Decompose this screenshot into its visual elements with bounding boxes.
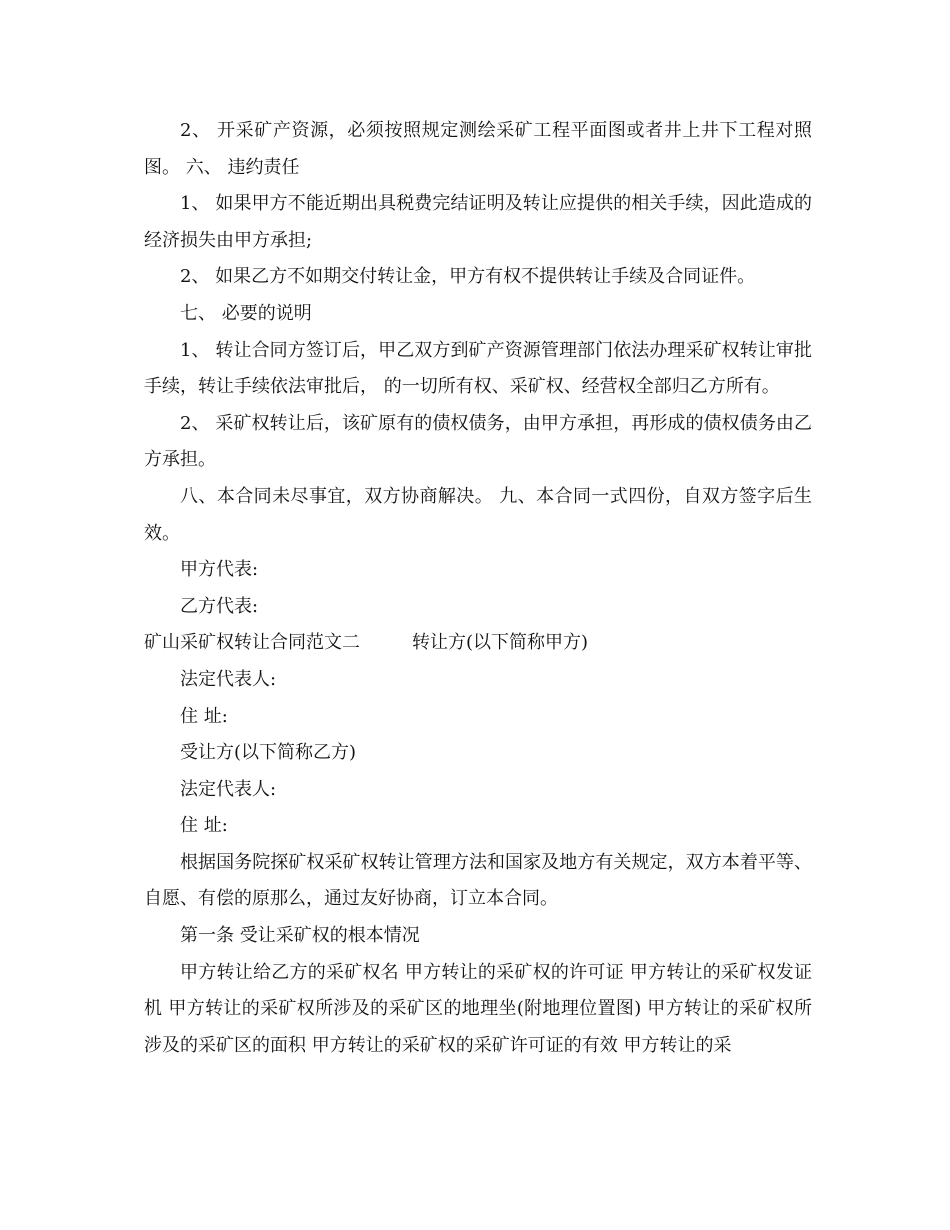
article-1-heading: 第一条 受让采矿权的根本情况 — [180, 925, 420, 947]
transferee-legal-rep: 法定代表人: — [180, 778, 277, 800]
transferor-address: 住 址: — [180, 705, 228, 727]
contract-title: 矿山采矿权转让合同范文二 — [144, 632, 360, 654]
paragraph-notes-1: 1、 转让合同方签订后，甲乙双方到矿产资源管理部门依法办理采矿权转让审批手续，转让手续依法审批后， 的一切所有权、采矿权、经营权全部归乙方所有。 — [144, 339, 812, 398]
transferor-label: 转让方(以下简称甲方) — [412, 632, 589, 654]
transferee-address: 住 址: — [180, 815, 228, 837]
paragraph-notes-2: 2、 采矿权转让后，该矿原有的债权债务，由甲方承担，再形成的债权债务由乙方承担。 — [144, 412, 812, 471]
transferor-legal-rep: 法定代表人: — [180, 668, 277, 690]
transferee-label: 受让方(以下简称乙方) — [180, 742, 357, 764]
paragraph-breach-1: 1、 如果甲方不能近期出具税费完结证明及转让应提供的相关手续，因此造成的经济损失由甲方承担; — [144, 193, 812, 251]
document-body — [144, 113, 812, 1064]
party-b-representative: 乙方代表: — [180, 595, 259, 617]
article-1-body: 甲方转让给乙方的采矿权名 甲方转让的采矿权的许可证 甲方转让的采矿权发证机 甲方转让的采矿权所涉及的采矿区的地理坐(附地理位置图) 甲方转让的采矿权所涉及的采矿区的面积 甲方转让的采矿权的采矿许可证的有效 甲方转让的采 — [144, 961, 812, 1056]
paragraph-preamble: 根据国务院探矿权采矿权转让管理方法和国家及地方有关规定，双方本着平等、自愿、有偿的原那么，通过友好协商，订立本合同。 — [144, 851, 812, 910]
paragraph-survey: 2、 开采矿产资源，必须按照规定测绘采矿工程平面图或者井上井下工程对照图。 六、 违约责任 — [144, 120, 812, 178]
paragraph-breach-2: 2、 如果乙方不如期交付转让金，甲方有权不提供转让手续及合同证件。 — [180, 266, 756, 288]
section-heading-notes: 七、 必要的说明 — [180, 302, 312, 324]
paragraph-misc: 八、本合同未尽事宜，双方协商解决。 九、本合同一式四份，自双方签字后生效。 — [144, 485, 812, 544]
contract-title-line — [144, 625, 812, 662]
party-a-representative: 甲方代表: — [180, 559, 259, 581]
